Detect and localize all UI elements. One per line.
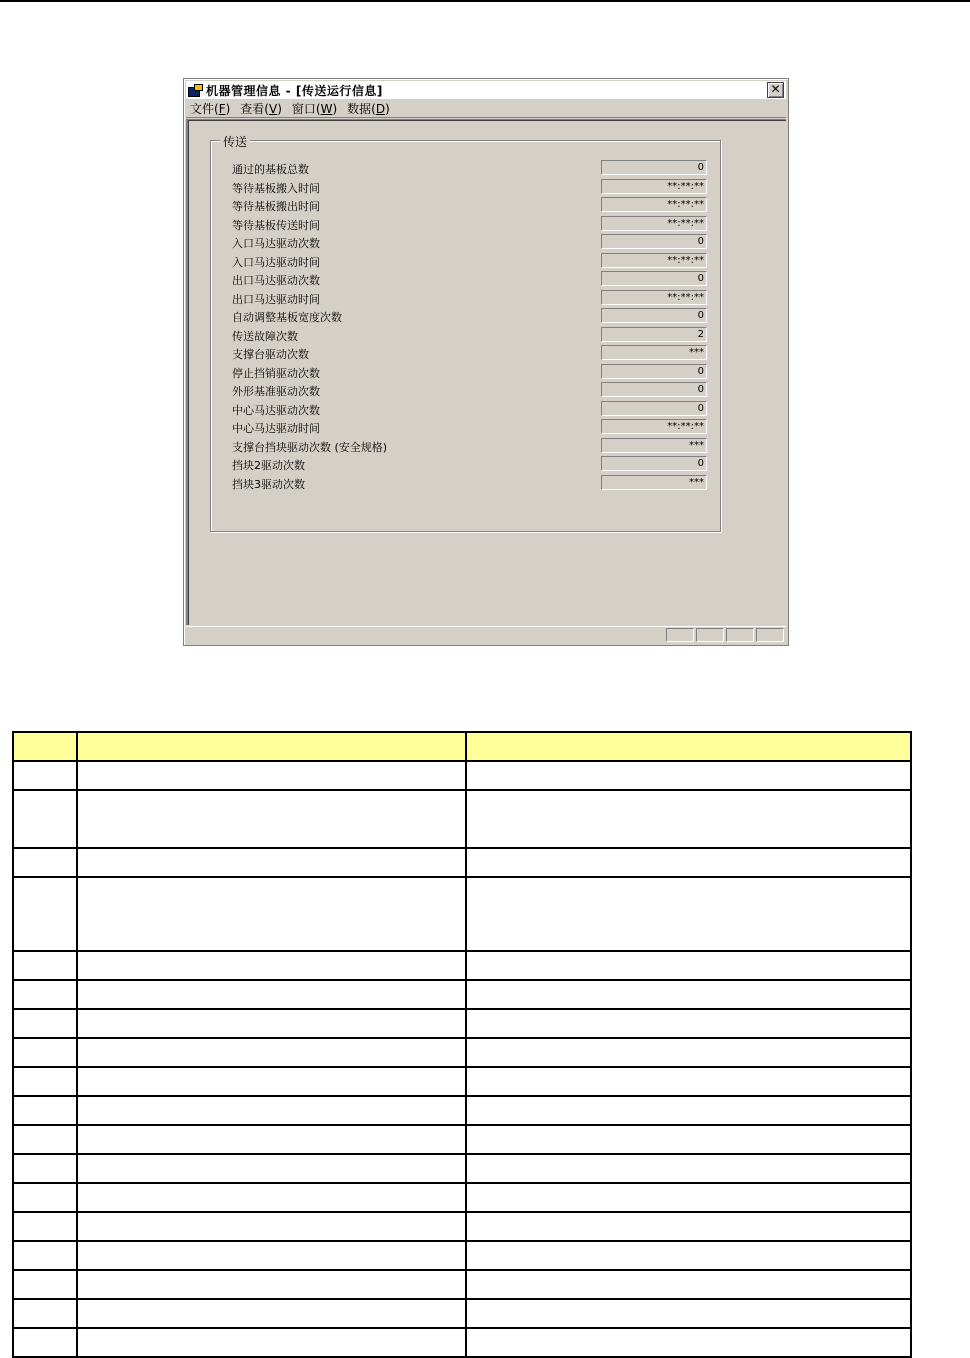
table-row <box>13 1212 911 1241</box>
table-cell <box>466 980 911 1009</box>
table-cell <box>13 848 77 877</box>
table-cell <box>13 1299 77 1328</box>
status-pane <box>666 628 694 642</box>
table-cell <box>466 1038 911 1067</box>
table-cell <box>77 980 466 1009</box>
info-row <box>232 419 712 436</box>
table-cell <box>77 1009 466 1038</box>
table-cell <box>466 1241 911 1270</box>
table-row <box>13 1183 911 1212</box>
info-row-value: **:**:** <box>601 419 707 434</box>
info-row-value: **:**:** <box>601 197 707 212</box>
info-row-label: 挡块2驱动次数 <box>232 459 305 472</box>
table-cell <box>77 1212 466 1241</box>
info-row-label: 外形基准驱动次数 <box>232 385 320 398</box>
table-cell <box>13 1154 77 1183</box>
table-cell <box>77 1125 466 1154</box>
table-cell <box>13 1183 77 1212</box>
table-cell <box>77 1154 466 1183</box>
info-row-value: 0 <box>601 401 707 416</box>
status-pane <box>756 628 784 642</box>
info-row-value: 0 <box>601 160 707 175</box>
table-cell <box>13 1212 77 1241</box>
info-row-value: 0 <box>601 382 707 397</box>
info-row-label: 停止挡销驱动次数 <box>232 366 320 380</box>
table-cell <box>466 790 911 848</box>
table-row <box>13 1154 911 1183</box>
table-cell <box>466 1154 911 1183</box>
groupbox-title: 传送 <box>220 133 250 150</box>
info-row <box>232 382 712 399</box>
table-row <box>13 1009 911 1038</box>
info-row-label: 中心马达驱动时间 <box>232 422 320 435</box>
table-cell <box>13 1067 77 1096</box>
table-row <box>13 790 911 848</box>
table-row <box>13 1299 911 1328</box>
info-row-label: 等待基板传送时间 <box>232 218 320 232</box>
header-cell <box>13 732 77 761</box>
table-cell <box>77 951 466 980</box>
table-cell <box>466 951 911 980</box>
table-cell <box>77 1038 466 1067</box>
menu-view[interactable]: 查看(V) <box>240 101 282 116</box>
info-row-label: 中心马达驱动次数 <box>232 403 320 417</box>
info-row-value: 0 <box>601 364 707 379</box>
table-cell <box>466 1009 911 1038</box>
table-cell <box>13 1096 77 1125</box>
info-row <box>232 216 712 233</box>
table-cell <box>13 951 77 980</box>
info-row-value: *** <box>601 345 707 360</box>
table-cell <box>466 1096 911 1125</box>
table-header-row <box>13 732 911 761</box>
info-row-label: 自动调整基板宽度次数 <box>232 311 342 324</box>
table-cell <box>13 1270 77 1299</box>
status-pane <box>726 628 754 642</box>
window-title: 机器管理信息 - [传送运行信息] <box>206 83 383 98</box>
table-cell <box>466 1212 911 1241</box>
table-row <box>13 1270 911 1299</box>
header-cell <box>466 732 911 761</box>
info-row-label: 等待基板搬出时间 <box>232 200 320 213</box>
table-cell <box>77 790 466 848</box>
title-bar[interactable] <box>186 81 786 99</box>
table-cell <box>77 877 466 951</box>
table-cell <box>13 1328 77 1357</box>
info-row-label: 通过的基板总数 <box>232 163 309 176</box>
info-row <box>232 160 712 177</box>
table-row <box>13 951 911 980</box>
menu-bar <box>186 99 786 118</box>
table-cell <box>13 790 77 848</box>
table-row <box>13 1328 911 1357</box>
info-row-label: 传送故障次数 <box>232 329 298 343</box>
info-row <box>232 438 712 455</box>
info-row-value: **:**:** <box>601 216 707 231</box>
info-row <box>232 290 712 307</box>
table-cell <box>77 1270 466 1299</box>
table-row <box>13 1096 911 1125</box>
info-row-value: 0 <box>601 271 707 286</box>
info-row <box>232 475 712 492</box>
table-row <box>13 848 911 877</box>
table-cell <box>466 1299 911 1328</box>
client-area <box>186 119 786 625</box>
table-cell <box>77 1241 466 1270</box>
info-row-value: *** <box>601 438 707 453</box>
table-cell <box>77 1096 466 1125</box>
info-row-label: 入口马达驱动时间 <box>232 255 320 269</box>
header-cell <box>77 732 466 761</box>
close-button[interactable]: ✕ <box>767 82 784 98</box>
table-row <box>13 1125 911 1154</box>
menu-data[interactable]: 数据(D) <box>347 101 390 116</box>
table-cell <box>13 1009 77 1038</box>
info-row <box>232 197 712 214</box>
status-bar <box>186 626 786 643</box>
info-row <box>232 308 712 325</box>
app-icon <box>188 84 202 96</box>
info-row <box>232 456 712 473</box>
table-row <box>13 761 911 790</box>
info-row-value: **:**:** <box>601 179 707 194</box>
table-row <box>13 1067 911 1096</box>
info-row-label: 挡块3驱动次数 <box>232 477 305 491</box>
table-row <box>13 980 911 1009</box>
table-cell <box>466 1270 911 1299</box>
table-cell <box>466 1125 911 1154</box>
info-row <box>232 253 712 270</box>
table-cell <box>77 1067 466 1096</box>
blank-table <box>12 731 912 1358</box>
table-row <box>13 1038 911 1067</box>
info-row-label: 出口马达驱动时间 <box>232 292 320 306</box>
info-row-label: 支撑台挡块驱动次数 (安全规格) <box>232 440 388 454</box>
info-row-value: 0 <box>601 456 707 471</box>
table-cell <box>466 1328 911 1357</box>
info-row-value: 0 <box>601 234 707 249</box>
table-row <box>13 1241 911 1270</box>
info-row <box>232 271 712 288</box>
menu-window[interactable]: 窗口(W) <box>291 101 338 116</box>
info-row-value: 2 <box>601 327 707 342</box>
table-cell <box>466 848 911 877</box>
info-row <box>232 401 712 418</box>
info-row-label: 支撑台驱动次数 <box>232 348 309 361</box>
page-top-rule <box>0 0 970 2</box>
table-cell <box>13 1241 77 1270</box>
info-row <box>232 327 712 344</box>
info-row-label: 出口马达驱动次数 <box>232 274 320 287</box>
table-row <box>13 877 911 951</box>
table-cell <box>466 761 911 790</box>
info-row-label: 入口马达驱动次数 <box>232 237 320 250</box>
info-row <box>232 364 712 381</box>
table-cell <box>13 1038 77 1067</box>
info-row <box>232 345 712 362</box>
table-cell <box>466 1067 911 1096</box>
info-row-value: *** <box>601 475 707 490</box>
info-row <box>232 234 712 251</box>
table-cell <box>466 877 911 951</box>
table-cell <box>13 761 77 790</box>
table-cell <box>77 848 466 877</box>
table-cell <box>77 1299 466 1328</box>
table-cell <box>13 877 77 951</box>
info-row-value: 0 <box>601 308 707 323</box>
menu-file[interactable]: 文件(F) <box>190 101 231 116</box>
table-cell <box>77 761 466 790</box>
table-cell <box>13 1125 77 1154</box>
table-cell <box>466 1183 911 1212</box>
info-row-value: **:**:** <box>601 290 707 305</box>
info-row-value: **:**:** <box>601 253 707 268</box>
status-pane <box>696 628 724 642</box>
machine-info-window <box>183 78 789 646</box>
table-cell <box>77 1328 466 1357</box>
table-cell <box>13 980 77 1009</box>
info-row-label: 等待基板搬入时间 <box>232 181 320 195</box>
table-cell <box>77 1183 466 1212</box>
info-row <box>232 179 712 196</box>
